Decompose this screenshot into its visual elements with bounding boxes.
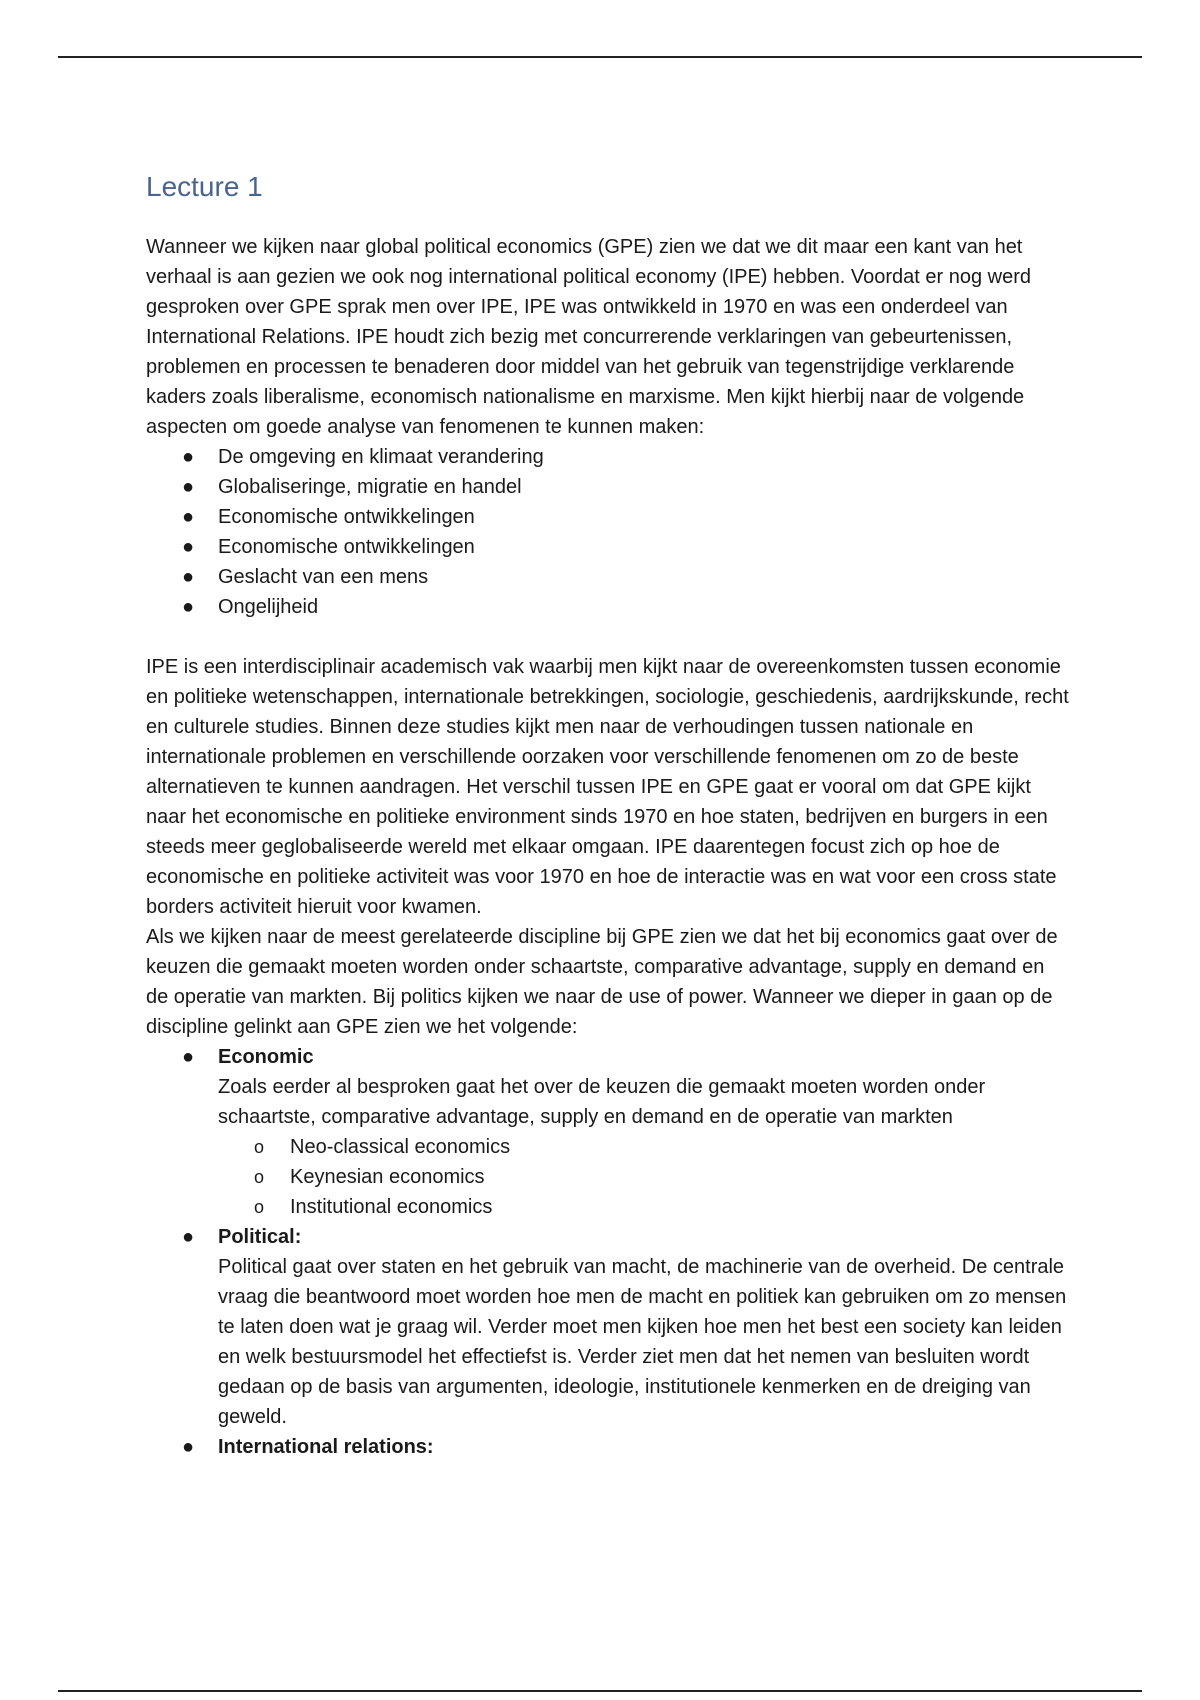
discipline-international-relations bbox=[146, 1432, 1071, 1462]
bullet-icon: ● bbox=[182, 505, 195, 528]
sub-list-item-text: Institutional economics bbox=[290, 1195, 493, 1218]
ipe-gpe-paragraph: IPE is een interdisciplinair academisch vak waarbij men kijkt naar de overeenkomsten tussen economie en politieke wetenschappen, internationale betrekkingen, sociologie, geschiedenis, aardrijkskunde, recht en culturele studies. Binnen deze studies kijkt men naar de verhoudingen tussen nationale en internationale problemen en verschillende oorzaken voor verschillende fenomenen om zo de beste alternatieven te kunnen aandragen. Het verschil tussen IPE en GPE gaat er vooral om dat GPE kijkt naar het economische en politieke environment sinds 1970 en hoe staten, bedrijven en burgers in een steeds meer geglobaliseerde wereld met elkaar omgaan. IPE daarentegen focust zich op hoe de economische en politieke activiteit was voor 1970 en hoe de interactie was en wat voor een cross state borders activiteit hieruit voor kwamen. bbox=[146, 655, 1069, 918]
sub-list-item-text: Keynesian economics bbox=[290, 1165, 485, 1188]
circle-bullet-icon: o bbox=[254, 1196, 265, 1217]
bullet-icon: ● bbox=[182, 445, 195, 468]
discipline-description: Zoals eerder al besproken gaat het over de keuzen die gemaakt moeten worden onder schaartste, comparative advantage, supply en demand en de operatie van markten bbox=[218, 1075, 986, 1128]
sub-list-item bbox=[218, 1132, 1071, 1162]
list-item-text: Globaliseringe, migratie en handel bbox=[218, 475, 522, 498]
list-item-text: De omgeving en klimaat verandering bbox=[218, 445, 544, 468]
circle-bullet-icon: o bbox=[254, 1166, 265, 1187]
header-rule bbox=[58, 56, 1142, 58]
list-item bbox=[146, 592, 1071, 622]
list-item bbox=[146, 472, 1071, 502]
bullet-icon: ● bbox=[182, 595, 195, 618]
sub-list-item bbox=[218, 1192, 1071, 1222]
discipline-title: Political: bbox=[218, 1225, 302, 1248]
bullet-icon: ● bbox=[182, 565, 195, 588]
discipline-title: Economic bbox=[218, 1045, 314, 1068]
disciplines-list bbox=[146, 1042, 1071, 1462]
lecture-heading: Lecture 1 bbox=[146, 171, 263, 202]
circle-bullet-icon: o bbox=[254, 1136, 265, 1157]
discipline-intro-paragraph: Als we kijken naar de meest gerelateerde discipline bij GPE zien we dat het bij economics gaat over de keuzen die gemaakt moeten worden onder schaartste, comparative advantage, supply en demand en de operatie van markten. Bij politics kijken we naar de use of power. Wanneer we dieper in gaan op de discipline gelinkt aan GPE zien we het volgende: bbox=[146, 925, 1058, 1038]
discipline-economic bbox=[146, 1042, 1071, 1222]
intro-paragraph: Wanneer we kijken naar global political economics (GPE) zien we dat we dit maar een kant van het verhaal is aan gezien we ook nog international political economy (IPE) hebben. Voordat er nog werd gesproken over GPE sprak men over IPE, IPE was ontwikkeld in 1970 en was een onderdeel van International Relations. IPE houdt zich bezig met concurrerende verklaringen van gebeurtenissen, problemen en processen te benaderen door middel van het gebruik van tegenstrijdige verklarende kaders zoals liberalisme, economisch nationalisme en marxisme. Men kijkt hierbij naar de volgende aspecten om goede analyse van fenomenen te kunnen maken: bbox=[146, 235, 1031, 438]
sub-list-item bbox=[218, 1162, 1071, 1192]
discipline-political bbox=[146, 1222, 1071, 1432]
list-item bbox=[146, 442, 1071, 472]
paragraph-spacer bbox=[146, 622, 1071, 652]
bullet-icon: ● bbox=[182, 1225, 195, 1248]
list-item-text: Geslacht van een mens bbox=[218, 565, 429, 588]
list-item-text: Economische ontwikkelingen bbox=[218, 535, 475, 558]
list-item bbox=[146, 562, 1071, 592]
bullet-icon: ● bbox=[182, 1435, 195, 1458]
bullet-icon: ● bbox=[182, 535, 195, 558]
sub-list-item-text: Neo-classical economics bbox=[290, 1135, 511, 1158]
list-item bbox=[146, 532, 1071, 562]
discipline-title: International relations: bbox=[218, 1435, 434, 1458]
bullet-icon: ● bbox=[182, 1045, 195, 1068]
list-item-text: Ongelijheid bbox=[218, 595, 319, 618]
footer-rule bbox=[58, 1690, 1142, 1692]
aspects-list bbox=[146, 442, 1071, 622]
bullet-icon: ● bbox=[182, 475, 195, 498]
document-body bbox=[146, 170, 1071, 1462]
list-item-text: Economische ontwikkelingen bbox=[218, 505, 475, 528]
economics-schools-list bbox=[218, 1132, 1071, 1222]
list-item bbox=[146, 502, 1071, 532]
discipline-description: Political gaat over staten en het gebruik van macht, de machinerie van de overheid. De centrale vraag die beantwoord moet worden hoe men de macht en politiek kan gebruiken om zo mensen te laten doen wat je graag wil. Verder moet men kijken hoe men het best een society kan leiden en welk bestuursmodel het effectiefst is. Verder ziet men dat het nemen van besluiten wordt gedaan op de basis van argumenten, ideologie, institutionele kenmerken en de dreiging van geweld. bbox=[218, 1255, 1067, 1428]
